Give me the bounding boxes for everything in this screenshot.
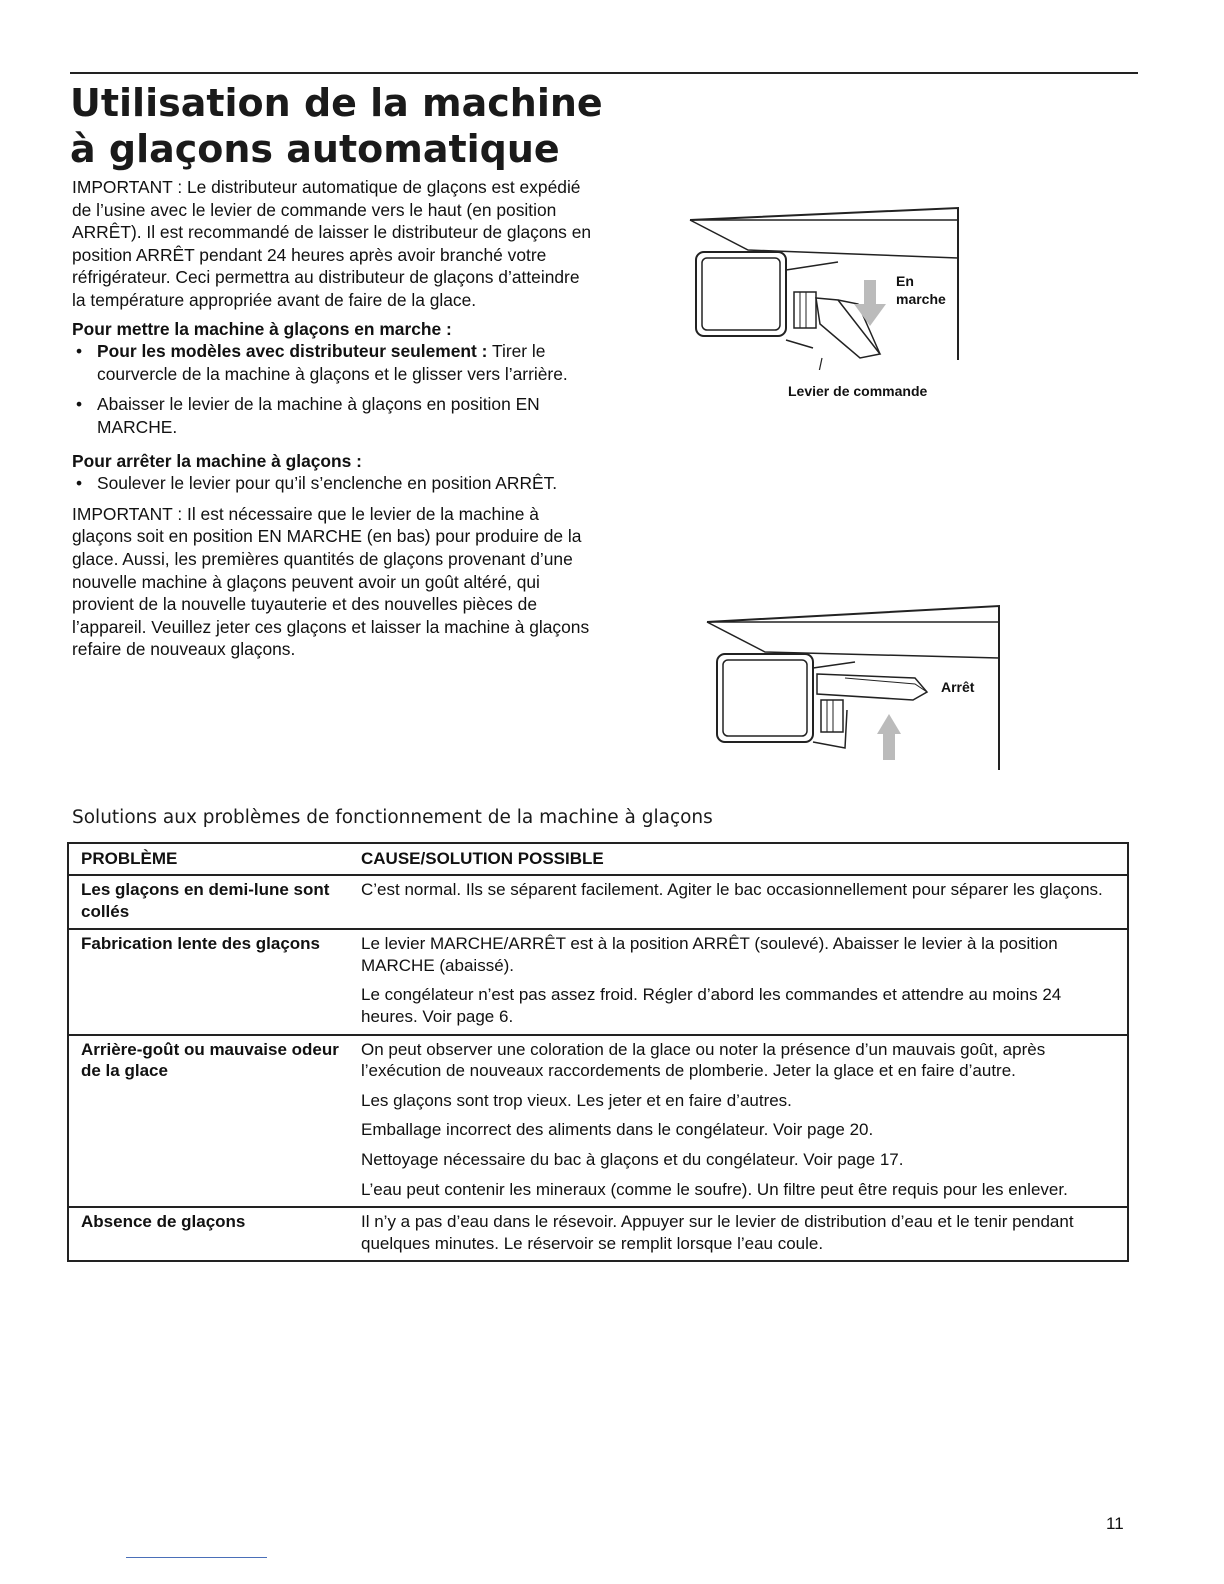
solution-text: L’eau peut contenir les mineraux (comme le soufre). Un filtre peut être requis pour les enlever. [361,1179,1068,1199]
solution-text: Les glaçons sont trop vieux. Les jeter et en faire d’autres. [361,1090,792,1110]
bullet-icon: • [76,473,83,494]
solution-text: On peut observer une coloration de la glace ou noter la présence d’un mauvais goût, après l’exécution de nouveaux raccordements de plomberie. Jeter la glace et en faire d’autre. [361,1039,1046,1081]
footer-line [126,1557,267,1558]
page-number: 11 [1106,1514,1124,1533]
problem-cell: Les glaçons en demi-lune sont collés [81,880,330,921]
start-heading: Pour mettre la machine à glaçons en marche : [72,318,452,339]
solution-text: Le levier MARCHE/ARRÊT est à la position ARRÊT (soulevé). Abaisser le levier à la position MARCHE (abaissé). [361,934,1058,975]
start-bullet-1-bold: Pour les modèles avec distributeur seulement : [97,341,488,362]
important-text: Il est nécessaire que le levier de la machine à glaçons soit en position EN MARCHE (en bas) pour produire de la glace. Aussi, les premières quantités de glaçons provenant d’une nouvelle machine à glaçons peuvent avoir un goût altéré, qui provient de la nouvelle tuyauterie et des nouvelles pièces de l’appareil. Veuillez jeter ces glaçons et laisser la machine à glaçons refaire de nouveaux glaçons. [72,503,590,660]
table-header-row [69,844,1127,874]
problem-cell: Fabrication lente des glaçons [81,934,321,954]
important-note-1 [72,176,592,312]
troubleshooting-table [67,842,1129,1262]
important-text: Le distributeur automatique de glaçons est expédié de l’usine avec le levier de commande vers le haut (en position ARRÊT). Il est recommandé de laisser le distributeur de glaçons en position ARRÊT pendant 24 heures après avoir branché votre réfrigérateur. Ceci permettra au distributeur de glaçons d’atteindre la température appropriée avant de faire de la glace. [72,177,592,310]
on-label-line-1: En [896,273,914,289]
page-title [70,80,670,172]
table-row [69,928,1127,1033]
start-bullet-2-text: Abaisser le levier de la machine à glaçons en position EN MARCHE. [97,394,540,437]
table-row [69,874,1127,928]
solution-cell [351,1208,1127,1260]
on-label [896,272,946,308]
table-row [69,1206,1127,1260]
on-label-line-2: marche [896,291,946,307]
solution-text: Le congélateur n’est pas assez froid. Régler d’abord les commandes et attendre au moins 24 heures. Voir page 6. [361,985,1062,1026]
solution-text: C’est normal. Ils se séparent facilement. Agiter le bac occasionnellement pour séparer les glaçons. [361,880,1103,899]
stop-bullet [72,472,592,495]
solution-text: Emballage incorrect des aliments dans le congélateur. Voir page 20. [361,1120,874,1140]
off-label: Arrêt [941,679,975,695]
figure-lever-on [688,200,968,399]
solution-cell [351,1036,1127,1207]
solution-cell [351,876,1127,928]
problem-cell: Absence de glaçons [81,1212,246,1232]
important-label: IMPORTANT : [72,177,183,197]
solution-text: Il n’y a pas d’eau dans le résevoir. Appuyer sur le levier de distribution d’eau et le tenir pendant quelques minutes. Le réservoir se remplit lorsque l’eau coule. [361,1212,1074,1253]
solution-text: Nettoyage nécessaire du bac à glaçons et du congélateur. Voir page 17. [361,1149,904,1169]
start-bullet-2 [72,393,592,438]
important-label: IMPORTANT : [72,503,183,524]
start-bullet-1-text: Tirer le courvercle de la machine à glaçons et le glisser vers l’arrière. [97,341,568,384]
column-header-problem: PROBLÈME [81,849,178,869]
title-line-2: à glaçons automatique [70,127,560,171]
figure-lever-off [705,600,1005,775]
table-row [69,1034,1127,1207]
bullet-icon: • [76,341,83,362]
intro-section [72,176,592,661]
top-rule [70,72,1138,74]
stop-bullet-text: Soulever le levier pour qu’il s’enclenche en position ARRÊT. [97,473,558,494]
problem-cell: Arrière-goût ou mauvaise odeur de la glace [81,1039,339,1081]
table-heading: Solutions aux problèmes de fonctionnement de la machine à glaçons [72,807,713,828]
stop-heading: Pour arrêter la machine à glaçons : [72,450,362,471]
important-note-2 [72,503,592,661]
title-line-1: Utilisation de la machine [70,81,603,125]
bullet-icon: • [76,394,83,415]
column-header-solution: CAUSE/SOLUTION POSSIBLE [361,849,604,869]
lever-caption: Levier de commande [788,383,928,399]
start-bullet-1 [72,340,592,385]
solution-cell [351,930,1127,1033]
